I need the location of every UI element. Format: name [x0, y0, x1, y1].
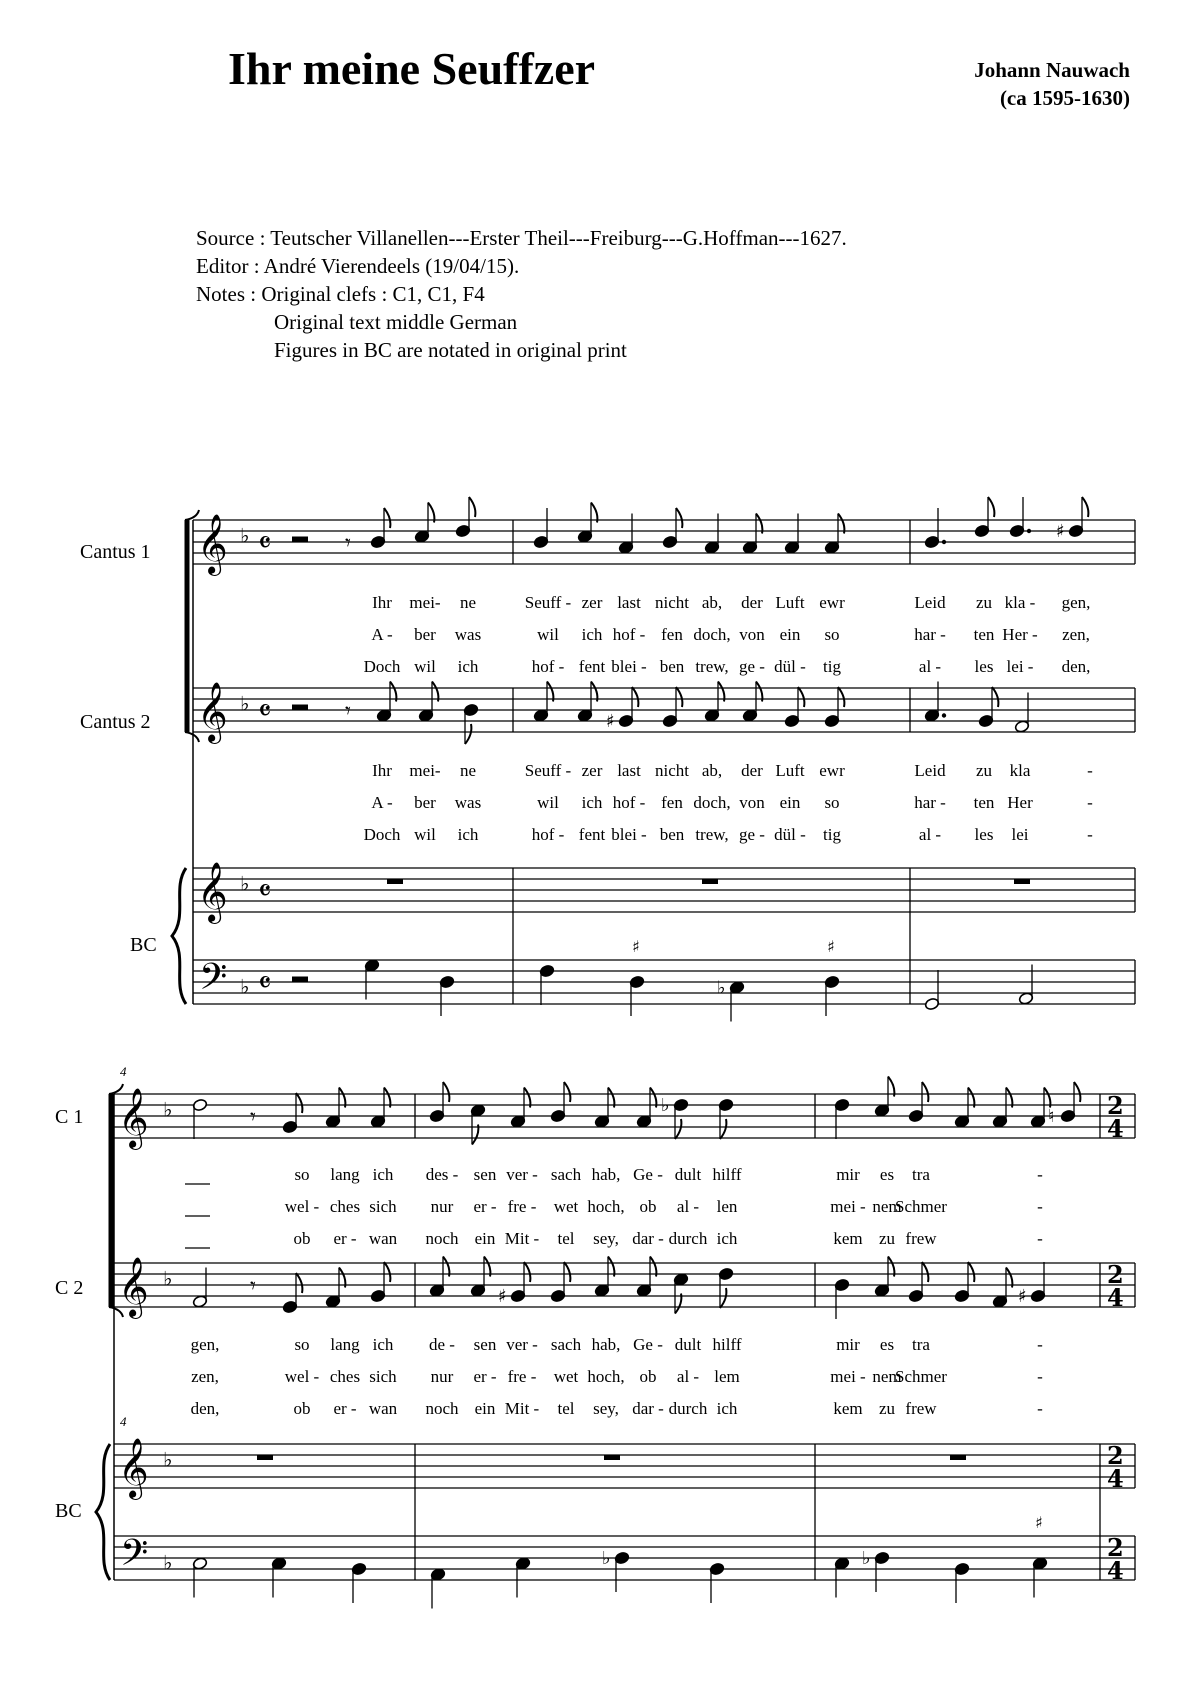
lyric-syllable: lei - — [1006, 657, 1034, 676]
lyric-syllable: tra — [912, 1335, 930, 1354]
lyric-syllable: was — [454, 793, 482, 812]
lyric-syllable: ich — [372, 1335, 394, 1354]
accidental: ♭ — [862, 1548, 871, 1569]
lyric-syllable: fen — [661, 793, 683, 812]
lyric-syllable: trew, — [695, 825, 729, 844]
lyric-syllable: - — [1037, 1367, 1043, 1386]
lyric-syllable: zu — [878, 1229, 896, 1248]
lyric-syllable: zen, — [191, 1367, 219, 1386]
lyric-syllable: hoch, — [587, 1367, 625, 1386]
notes-label: Notes : — [196, 282, 257, 306]
lyric-syllable: doch, — [693, 625, 731, 644]
note-flag — [1082, 497, 1088, 517]
lyric-syllable: der — [741, 761, 763, 780]
lyric-syllable: zer — [581, 593, 603, 612]
lyric-syllable: er - — [473, 1197, 497, 1216]
lyric-syllable: ches — [329, 1367, 361, 1386]
lyric-syllable: des - — [425, 1165, 459, 1184]
lyric-syllable: ich — [457, 657, 479, 676]
lyric-syllable: ber — [414, 625, 436, 644]
lyric-syllable: mei - — [830, 1197, 866, 1216]
lyric-syllable: ne — [459, 761, 477, 780]
lyric-syllable: sen — [473, 1165, 497, 1184]
lyric-syllable: last — [617, 593, 641, 612]
bass-clef-icon: 𝄢 — [199, 956, 228, 1007]
lyric-syllable: von — [739, 793, 765, 812]
lyric-syllable: wil — [414, 825, 436, 844]
lyric-syllable: ches — [329, 1197, 361, 1216]
lyric-syllable: hof - — [531, 825, 565, 844]
lyric-syllable: wel - — [284, 1367, 320, 1386]
note-flag — [988, 497, 994, 517]
lyric-syllable: ver - — [506, 1165, 538, 1184]
lyric-syllable: hab, — [591, 1335, 621, 1354]
treble-clef-icon: 𝄞 — [197, 514, 228, 574]
whole-rest — [1014, 879, 1030, 884]
note-flag — [838, 687, 844, 707]
lyric-syllable: Schmer — [895, 1367, 947, 1386]
lyric-syllable: zu — [975, 593, 993, 612]
common-time-icon: 𝄴 — [258, 526, 272, 561]
lyric-syllable: har - — [914, 625, 946, 644]
note-flag — [564, 1082, 570, 1102]
lyric-syllable: ich — [581, 793, 603, 812]
eighth-rest: 𝄾 — [250, 1274, 256, 1299]
lyric-syllable: gen, — [190, 1335, 220, 1354]
lyric-syllable: ob — [293, 1399, 311, 1418]
accidental: ♯ — [606, 711, 615, 732]
lyric-syllable: fre - — [507, 1367, 537, 1386]
lyric-syllable: - — [1037, 1229, 1043, 1248]
time-sig-numerator: 2 — [1107, 1260, 1124, 1289]
lyric-syllable: Ge - — [633, 1335, 663, 1354]
time-sig-denominator: 4 — [1107, 1114, 1124, 1143]
accidental: ♯ — [1056, 521, 1065, 542]
accidental: ♯ — [498, 1286, 507, 1307]
lyric-syllable: noch — [425, 1229, 459, 1248]
note-flag — [469, 497, 475, 517]
lyric-syllable: hilff — [712, 1165, 742, 1184]
lyric-syllable: er - — [333, 1399, 357, 1418]
lyric-syllable: sen — [473, 1335, 497, 1354]
accidental: ♮ — [1048, 1106, 1055, 1127]
treble-clef-icon: 𝄞 — [197, 682, 228, 742]
lyric-syllable: lem — [714, 1367, 740, 1386]
whole-rest — [702, 879, 718, 884]
eighth-rest: 𝄾 — [250, 1105, 256, 1130]
figured-bass: ♯ — [827, 937, 835, 956]
key-flat: ♭ — [163, 1550, 173, 1575]
staff-label-c2: C 2 — [55, 1277, 84, 1299]
lyric-syllable: so — [294, 1335, 310, 1354]
lyric-syllable: ob — [639, 1367, 657, 1386]
augmentation-dot — [942, 540, 946, 544]
lyric-syllable: ver - — [506, 1335, 538, 1354]
eighth-rest: 𝄾 — [345, 531, 351, 556]
bc-brace — [172, 868, 186, 1004]
accidental: ♭ — [661, 1095, 670, 1116]
staff-label-cantus2: Cantus 2 — [80, 711, 151, 733]
accidental: ♭ — [717, 977, 726, 999]
page-title: Ihr meine Seuffzer — [228, 43, 596, 94]
lyric-syllable: er - — [333, 1229, 357, 1248]
lyric-syllable: gen, — [1061, 593, 1091, 612]
lyric-syllable: mir — [836, 1335, 860, 1354]
lyric-syllable: al - — [918, 825, 942, 844]
note-flag — [465, 724, 471, 744]
lyric-syllable: wil — [414, 657, 436, 676]
lyric-syllable: ein — [779, 793, 801, 812]
lyric-syllable: ob — [639, 1197, 657, 1216]
note-flag — [922, 1082, 928, 1102]
lyric-syllable: der — [741, 593, 763, 612]
key-flat: ♭ — [163, 1097, 173, 1122]
lyric-syllable: ge - — [739, 657, 765, 676]
note-flag — [296, 1273, 302, 1293]
lyric-syllable: wil — [537, 625, 559, 644]
composer-name: Johann Nauwach — [974, 58, 1130, 82]
lyric-syllable: sey, — [593, 1229, 619, 1248]
treble-clef-icon: 𝄞 — [197, 862, 228, 922]
time-sig-numerator: 2 — [1107, 1533, 1124, 1562]
note-flag — [676, 687, 682, 707]
lyric-syllable: dül - — [774, 657, 806, 676]
lyric-syllable: so — [294, 1165, 310, 1184]
note-flag — [676, 508, 682, 528]
augmentation-dot — [1027, 529, 1031, 533]
key-flat: ♭ — [240, 523, 250, 548]
lyric-syllable: dult — [674, 1165, 702, 1184]
lyric-syllable: kla — [1009, 761, 1031, 780]
lyric-syllable: ein — [474, 1229, 496, 1248]
lyric-syllable: fent — [578, 825, 606, 844]
lyric-syllable: ein — [779, 625, 801, 644]
lyric-syllable: - — [1037, 1399, 1043, 1418]
editor-line: Editor : André Vierendeels (19/04/15). — [196, 254, 520, 278]
lyric-syllable: dult — [674, 1335, 702, 1354]
lyric-syllable: doch, — [693, 793, 731, 812]
bc-brace — [96, 1444, 110, 1580]
lyric-syllable: ten — [973, 625, 995, 644]
lyric-syllable: blei - — [611, 825, 647, 844]
lyric-syllable: Doch — [363, 825, 401, 844]
lyric-syllable: lang — [330, 1335, 360, 1354]
lyric-syllable: ten — [973, 793, 995, 812]
lyric-syllable: noch — [425, 1399, 459, 1418]
note-flag — [720, 1288, 726, 1308]
lyric-syllable: er - — [473, 1367, 497, 1386]
time-sig-denominator: 4 — [1107, 1556, 1124, 1585]
lyric-syllable: sach — [550, 1165, 582, 1184]
lyric-syllable: so — [824, 625, 840, 644]
lyric-syllable: lang — [330, 1165, 360, 1184]
lyric-syllable: Leid — [914, 593, 946, 612]
lyric-syllable: Ihr — [372, 593, 392, 612]
lyric-syllable: wil — [537, 793, 559, 812]
lyric-syllable: wet — [553, 1197, 579, 1216]
accidental: ♯ — [1018, 1286, 1027, 1307]
lyric-syllable: ewr — [819, 593, 845, 612]
lyric-syllable: hoch, — [587, 1197, 625, 1216]
key-flat: ♭ — [240, 691, 250, 716]
lyric-syllable: al - — [676, 1367, 700, 1386]
staff-label-cantus1: Cantus 1 — [80, 541, 151, 563]
note-flag — [564, 1262, 570, 1282]
lyric-syllable: nur — [430, 1367, 454, 1386]
lyric-syllable: nem — [872, 1197, 902, 1216]
lyric-syllable: kem — [833, 1399, 863, 1418]
lyric-syllable: Luft — [775, 593, 805, 612]
lyric-syllable: Mit - — [504, 1229, 540, 1248]
treble-clef-icon: 𝄞 — [118, 1088, 149, 1148]
lyric-syllable: ge - — [739, 825, 765, 844]
lyric-syllable: mei- — [409, 593, 441, 612]
lyric-syllable: ich — [581, 625, 603, 644]
lyric-syllable: durch — [668, 1229, 708, 1248]
lyric-syllable: les — [974, 825, 994, 844]
common-time-icon: 𝄴 — [258, 694, 272, 729]
lyric-syllable: frew — [905, 1229, 937, 1248]
lyric-syllable: al - — [918, 657, 942, 676]
lyric-syllable: sich — [369, 1367, 397, 1386]
lyric-syllable: ich — [716, 1229, 738, 1248]
lyric-syllable: tra — [912, 1165, 930, 1184]
lyric-syllable: blei - — [611, 657, 647, 676]
lyric-syllable: ein — [474, 1399, 496, 1418]
lyric-syllable: ben — [659, 825, 685, 844]
note-flag — [1074, 1082, 1080, 1102]
lyric-syllable: so — [824, 793, 840, 812]
lyric-syllable: es — [879, 1165, 895, 1184]
lyric-syllable: kla - — [1004, 593, 1036, 612]
lyric-syllable: sach — [550, 1335, 582, 1354]
lyric-syllable: Her — [1007, 793, 1033, 812]
lyric-syllable: dül - — [774, 825, 806, 844]
lyric-syllable: ich — [716, 1399, 738, 1418]
lyric-syllable: nur — [430, 1197, 454, 1216]
lyric-syllable: was — [454, 625, 482, 644]
half-rest — [292, 977, 308, 982]
lyric-syllable: tig — [823, 657, 841, 676]
half-rest — [292, 705, 308, 710]
lyric-syllable: Leid — [914, 761, 946, 780]
note-flag — [296, 1093, 302, 1113]
lyric-syllable: mei- — [409, 761, 441, 780]
key-flat: ♭ — [163, 1266, 173, 1291]
lyric-syllable: ben — [659, 657, 685, 676]
note-flag — [720, 1119, 726, 1139]
note-flag — [384, 508, 390, 528]
lyric-syllable: zer — [581, 761, 603, 780]
lyric-syllable: ich — [372, 1165, 394, 1184]
lyric-syllable: hof - — [612, 793, 646, 812]
lyric-syllable: nicht — [655, 761, 689, 780]
lyric-syllable: Her - — [1002, 625, 1038, 644]
half-rest — [292, 537, 308, 542]
lyric-syllable: ewr — [819, 761, 845, 780]
lyric-syllable: sey, — [593, 1399, 619, 1418]
lyric-syllable: dar - — [632, 1399, 664, 1418]
staff-label-c1: C 1 — [55, 1106, 84, 1128]
lyric-syllable: A - — [371, 625, 393, 644]
lyric-syllable: Seuff - — [524, 761, 572, 780]
lyric-syllable: har - — [914, 793, 946, 812]
figured-bass: ♯ — [632, 937, 640, 956]
common-time-icon: 𝄴 — [258, 966, 272, 1001]
lyric-syllable: fen — [661, 625, 683, 644]
bass-clef-icon: 𝄢 — [120, 1532, 149, 1583]
bar-number: 4 — [120, 1414, 127, 1429]
lyric-syllable: wel - — [284, 1197, 320, 1216]
lyric-syllable: wet — [553, 1367, 579, 1386]
notes-line-3: Figures in BC are notated in original print — [274, 338, 627, 362]
lyric-syllable: es — [879, 1335, 895, 1354]
lyric-syllable: les — [974, 657, 994, 676]
lyric-syllable: Mit - — [504, 1399, 540, 1418]
lyric-syllable: Luft — [775, 761, 805, 780]
lyric-syllable: A - — [371, 793, 393, 812]
lyric-syllable: fre - — [507, 1197, 537, 1216]
accidental: ♭ — [602, 1548, 611, 1569]
note-flag — [443, 1082, 449, 1102]
lyric-syllable: ich — [457, 825, 479, 844]
whole-rest — [950, 1455, 966, 1460]
key-flat: ♭ — [240, 871, 250, 896]
lyric-syllable: von — [739, 625, 765, 644]
lyric-syllable: nem — [872, 1367, 902, 1386]
staff-label-bc: BC — [130, 934, 157, 956]
lyric-syllable: tel — [557, 1399, 575, 1418]
note-flag — [675, 1119, 681, 1139]
lyric-syllable: den, — [190, 1399, 220, 1418]
note-flag — [384, 1262, 390, 1282]
time-sig-denominator: 4 — [1107, 1283, 1124, 1312]
lyric-syllable: durch — [668, 1399, 708, 1418]
time-sig-numerator: 2 — [1107, 1441, 1124, 1470]
figured-bass: ♯ — [1035, 1513, 1043, 1532]
lyric-syllable: - — [1037, 1197, 1043, 1216]
lyric-syllable: kem — [833, 1229, 863, 1248]
lyric-syllable: len — [716, 1197, 738, 1216]
note-flag — [632, 687, 638, 707]
lyric-syllable: mir — [836, 1165, 860, 1184]
note-item: Original clefs : C1, C1, F4 — [261, 282, 485, 306]
note-flag — [968, 1262, 974, 1282]
lyric-syllable: - — [1037, 1165, 1043, 1184]
lyric-syllable: hab, — [591, 1165, 621, 1184]
staff-label-bc-2: BC — [55, 1500, 82, 1522]
lyric-syllable: hof - — [612, 625, 646, 644]
treble-clef-icon: 𝄞 — [118, 1438, 149, 1498]
lyric-syllable: tig — [823, 825, 841, 844]
lyric-syllable: al - — [676, 1197, 700, 1216]
note-flag — [992, 687, 998, 707]
lyric-syllable: nicht — [655, 593, 689, 612]
note-flag — [524, 1262, 530, 1282]
lyric-syllable: zu — [878, 1399, 896, 1418]
lyric-syllable: mei - — [830, 1367, 866, 1386]
eighth-rest: 𝄾 — [345, 699, 351, 724]
augmentation-dot — [942, 713, 946, 717]
treble-clef-icon: 𝄞 — [118, 1257, 149, 1317]
lyric-syllable: ab, — [701, 593, 723, 612]
lyric-syllable: sich — [369, 1197, 397, 1216]
key-flat: ♭ — [163, 1447, 173, 1472]
lyric-syllable: - — [1037, 1335, 1043, 1354]
lyric-syllable: wan — [368, 1229, 398, 1248]
whole-rest — [387, 879, 403, 884]
lyric-syllable: - — [1087, 761, 1093, 780]
notes-line-2: Original text middle German — [274, 310, 518, 334]
time-sig-numerator: 2 — [1107, 1091, 1124, 1120]
lyric-syllable: hilff — [712, 1335, 742, 1354]
source-line: Source : Teutscher Villanellen---Erster Theil---Freiburg---G.Hoffman---1627. — [196, 226, 847, 250]
composer-dates: (ca 1595-1630) — [999, 86, 1130, 110]
lyric-syllable: last — [617, 761, 641, 780]
lyric-syllable: lei — [1011, 825, 1029, 844]
lyric-syllable: Doch — [363, 657, 401, 676]
time-sig-denominator: 4 — [1107, 1464, 1124, 1493]
lyric-syllable: ne — [459, 593, 477, 612]
key-flat: ♭ — [240, 974, 250, 999]
note-flag — [922, 1262, 928, 1282]
lyric-syllable: hof - — [531, 657, 565, 676]
lyric-syllable: trew, — [695, 657, 729, 676]
lyric-syllable: dar - — [632, 1229, 664, 1248]
common-time-icon: 𝄴 — [258, 874, 272, 909]
lyric-syllable: Ihr — [372, 761, 392, 780]
lyric-syllable: den, — [1061, 657, 1091, 676]
lyric-syllable: ber — [414, 793, 436, 812]
lyric-syllable: de - — [429, 1335, 455, 1354]
lyric-syllable: fent — [578, 657, 606, 676]
lyric-syllable: zen, — [1062, 625, 1090, 644]
lyric-syllable: frew — [905, 1399, 937, 1418]
lyric-syllable: - — [1087, 793, 1093, 812]
lyric-syllable: tel — [557, 1229, 575, 1248]
lyric-syllable: - — [1087, 825, 1093, 844]
lyric-syllable: ob — [293, 1229, 311, 1248]
lyric-syllable: ab, — [701, 761, 723, 780]
lyric-syllable: Schmer — [895, 1197, 947, 1216]
note-flag — [798, 687, 804, 707]
lyric-syllable: zu — [975, 761, 993, 780]
lyric-syllable: Ge - — [633, 1165, 663, 1184]
lyric-syllable: wan — [368, 1399, 398, 1418]
whole-rest — [604, 1455, 620, 1460]
bar-number: 4 — [120, 1064, 127, 1079]
lyric-syllable: Seuff - — [524, 593, 572, 612]
whole-rest — [257, 1455, 273, 1460]
